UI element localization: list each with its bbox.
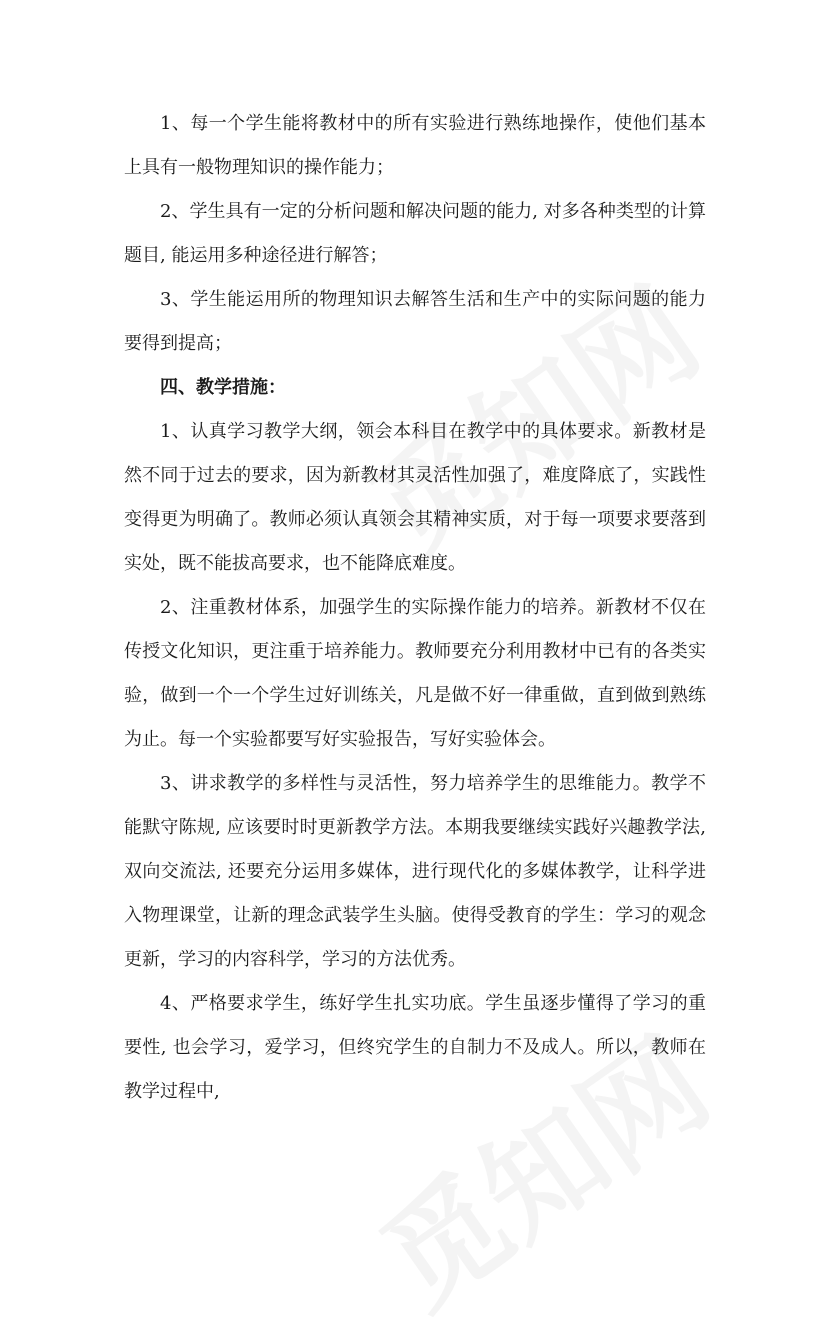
paragraph-goal-1: 1、每一个学生能将教材中的所有实验进行熟练地操作，使他们基本上具有一般物理知识的操作能力；	[124, 113, 706, 178]
paragraph-measure-3: 3、讲求教学的多样性与灵活性，努力培养学生的思维能力。教学不能默守陈规, 应该要时时更新教学方法。本期我要继续实践好兴趣教学法, 双向交流法, 还要充分运用多媒体，进行现代化的多媒体教学，让科学进入物理课堂，让新的理念武装学生头脑。使得受教育的学生：学习的观念更新，学习的内容科学，学习的方法优秀。	[124, 773, 706, 970]
paragraph-goal-3: 3、学生能运用所的物理知识去解答生活和生产中的实际问题的能力要得到提高；	[124, 289, 706, 354]
document-body	[124, 102, 706, 1114]
paragraph-measure-4: 4、严格要求学生，练好学生扎实功底。学生虽逐步懂得了学习的重要性, 也会学习，爱学习，但终究学生的自制力不及成人。所以，教师在教学过程中,	[124, 993, 706, 1102]
paragraph-measure-2: 2、注重教材体系，加强学生的实际操作能力的培养。新教材不仅在传授文化知识，更注重于培养能力。教师要充分利用教材中已有的各类实验，做到一个一个学生过好训练关，凡是做不好一律重做，直到做到熟练为止。每一个实验都要写好实验报告，写好实验体会。	[124, 597, 706, 750]
paragraph-measure-1: 1、认真学习教学大纲，领会本科目在教学中的具体要求。新教材是然不同于过去的要求，因为新教材其灵活性加强了，难度降底了，实践性变得更为明确了。教师必须认真领会其精神实质，对于每一项要求要落到实处，既不能拔高要求，也不能降底难度。	[124, 421, 706, 574]
paragraph-goal-2: 2、学生具有一定的分析问题和解决问题的能力, 对多各种类型的计算题目, 能运用多种途径进行解答；	[124, 201, 706, 266]
section-heading: 四、教学措施：	[160, 377, 286, 398]
